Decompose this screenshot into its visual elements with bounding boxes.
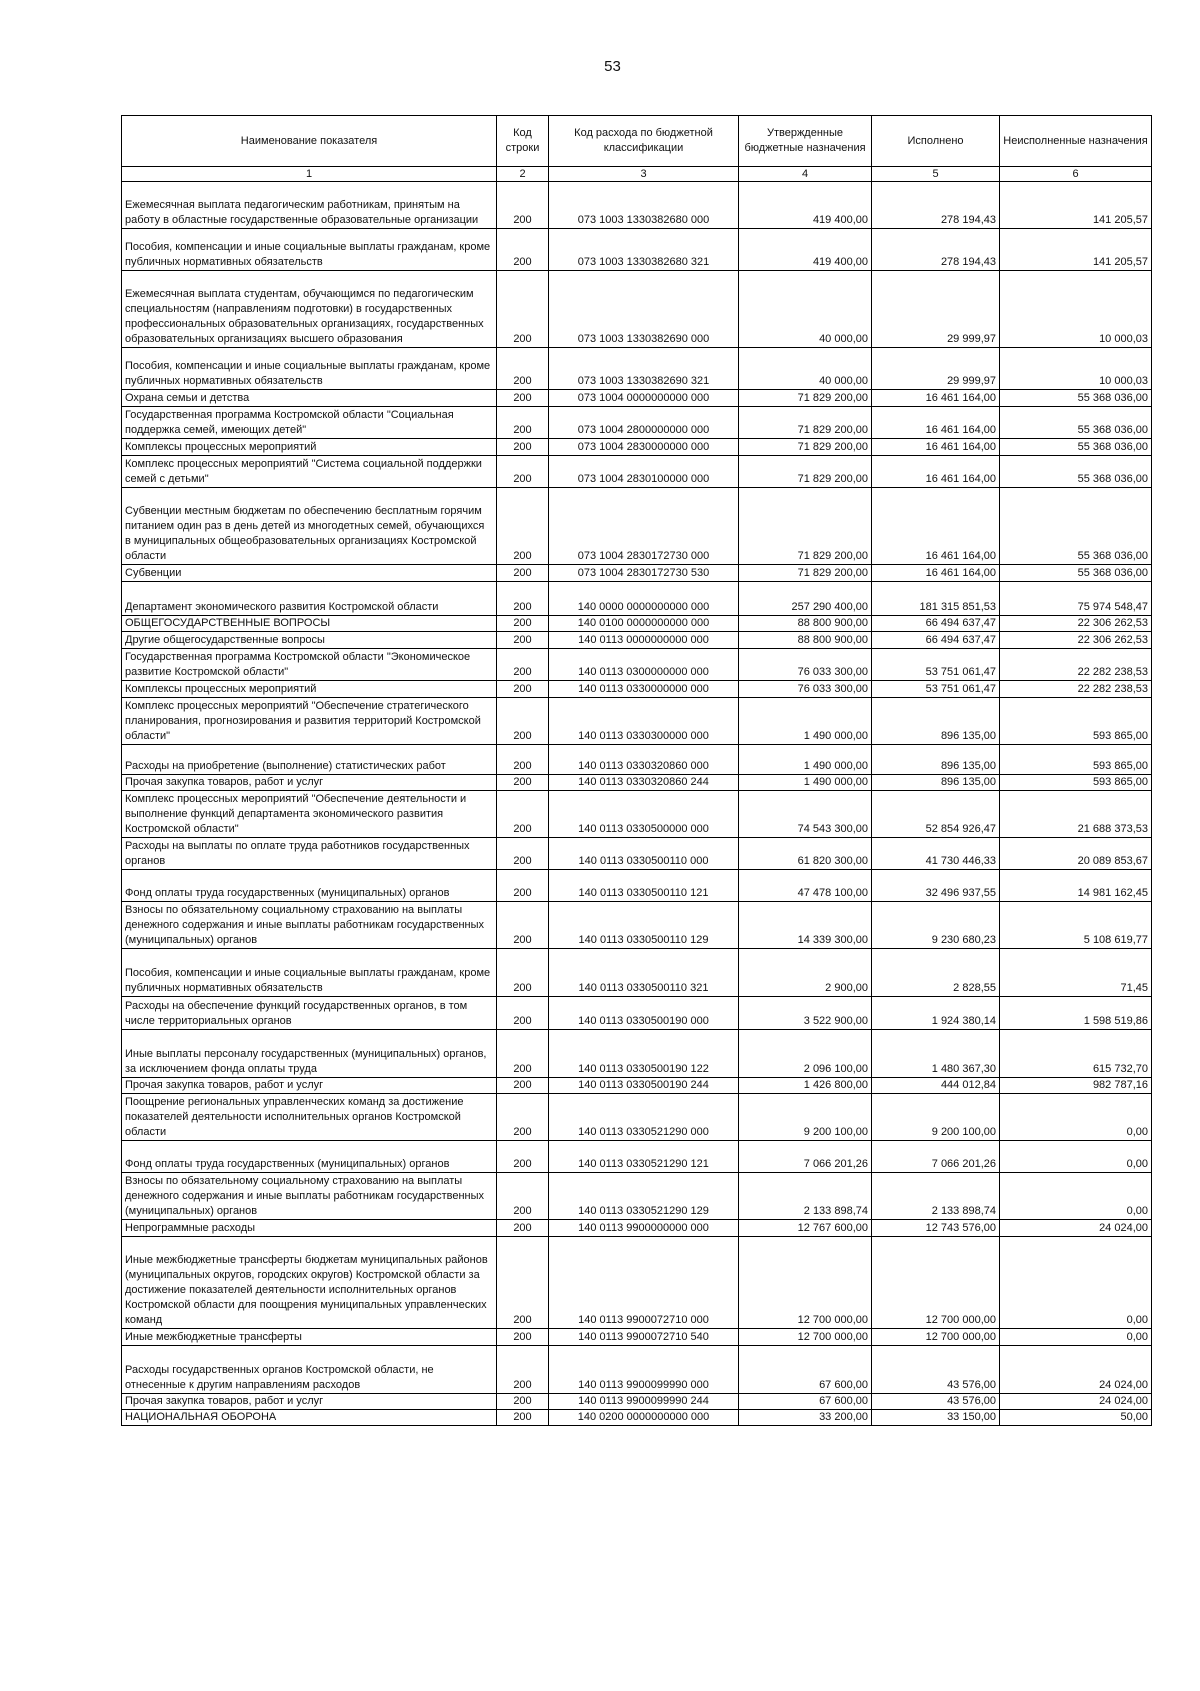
row-expense-code: 073 1004 2830100000 000 xyxy=(549,456,739,488)
row-approved: 33 200,00 xyxy=(739,1410,872,1426)
row-approved: 71 829 200,00 xyxy=(739,456,872,488)
row-executed: 1 480 367,30 xyxy=(872,1030,1000,1078)
row-approved: 1 490 000,00 xyxy=(739,775,872,791)
row-unexecuted: 22 282 238,53 xyxy=(1000,681,1152,698)
header-expense-code: Код расхода по бюджетной классификации xyxy=(549,116,739,167)
row-unexecuted: 5 108 619,77 xyxy=(1000,902,1152,949)
row-executed: 16 461 164,00 xyxy=(872,439,1000,456)
header-approved: Утвержденные бюджетные назначения xyxy=(739,116,872,167)
row-expense-code: 140 0113 9900099990 000 xyxy=(549,1346,739,1394)
row-expense-code: 140 0113 0330500110 129 xyxy=(549,902,739,949)
row-executed: 66 494 637,47 xyxy=(872,632,1000,649)
table-body xyxy=(122,182,1152,1426)
row-name: Пособия, компенсации и иные социальные выплаты гражданам, кроме публичных нормативных обязательств xyxy=(122,348,497,390)
row-name: Другие общегосударственные вопросы xyxy=(122,632,497,649)
row-unexecuted: 55 368 036,00 xyxy=(1000,456,1152,488)
table-row xyxy=(122,1346,1152,1394)
row-executed: 29 999,97 xyxy=(872,271,1000,348)
row-line-code: 200 xyxy=(497,182,549,229)
row-line-code: 200 xyxy=(497,390,549,407)
row-executed: 2 133 898,74 xyxy=(872,1173,1000,1220)
table-row xyxy=(122,348,1152,390)
table-row xyxy=(122,1329,1152,1346)
row-line-code: 200 xyxy=(497,902,549,949)
row-unexecuted: 14 981 162,45 xyxy=(1000,870,1152,902)
row-approved: 67 600,00 xyxy=(739,1346,872,1394)
table-row xyxy=(122,439,1152,456)
row-name: Государственная программа Костромской области "Экономическое развитие Костромской области" xyxy=(122,649,497,681)
row-unexecuted: 0,00 xyxy=(1000,1141,1152,1173)
row-executed: 32 496 937,55 xyxy=(872,870,1000,902)
row-line-code: 200 xyxy=(497,229,549,271)
row-name: Комплекс процессных мероприятий "Обеспечение стратегического планирования, прогнозирования и развития территорий Костромской области" xyxy=(122,698,497,745)
row-line-code: 200 xyxy=(497,1173,549,1220)
row-unexecuted: 55 368 036,00 xyxy=(1000,407,1152,439)
row-unexecuted: 22 306 262,53 xyxy=(1000,616,1152,632)
table-row xyxy=(122,838,1152,870)
row-approved: 61 820 300,00 xyxy=(739,838,872,870)
table-row xyxy=(122,1220,1152,1237)
row-executed: 12 700 000,00 xyxy=(872,1329,1000,1346)
column-number: 4 xyxy=(739,167,872,182)
row-unexecuted: 24 024,00 xyxy=(1000,1394,1152,1410)
row-executed: 9 230 680,23 xyxy=(872,902,1000,949)
column-number-row xyxy=(122,167,1152,182)
table-row xyxy=(122,407,1152,439)
row-unexecuted: 55 368 036,00 xyxy=(1000,565,1152,582)
row-line-code: 200 xyxy=(497,1410,549,1426)
table-row xyxy=(122,997,1152,1030)
header-executed: Исполнено xyxy=(872,116,1000,167)
row-executed: 896 135,00 xyxy=(872,745,1000,775)
row-unexecuted: 55 368 036,00 xyxy=(1000,390,1152,407)
row-executed: 43 576,00 xyxy=(872,1394,1000,1410)
budget-execution-table xyxy=(121,115,1152,1426)
row-executed: 7 066 201,26 xyxy=(872,1141,1000,1173)
row-unexecuted: 0,00 xyxy=(1000,1173,1152,1220)
column-number: 1 xyxy=(122,167,497,182)
table-row xyxy=(122,745,1152,775)
table-row xyxy=(122,902,1152,949)
row-line-code: 200 xyxy=(497,1030,549,1078)
row-unexecuted: 0,00 xyxy=(1000,1329,1152,1346)
table-row xyxy=(122,182,1152,229)
row-executed: 16 461 164,00 xyxy=(872,565,1000,582)
row-name: Расходы государственных органов Костромской области, не отнесенные к другим направлениям расходов xyxy=(122,1346,497,1394)
row-name: Комплекс процессных мероприятий "Обеспечение деятельности и выполнение функций департамента экономического развития Костромской области" xyxy=(122,791,497,838)
row-name: Иные межбюджетные трансферты xyxy=(122,1329,497,1346)
row-approved: 1 426 800,00 xyxy=(739,1078,872,1094)
header-line-code: Код строки xyxy=(497,116,549,167)
row-name: Комплекс процессных мероприятий "Система социальной поддержки семей с детьми" xyxy=(122,456,497,488)
row-name: Прочая закупка товаров, работ и услуг xyxy=(122,1394,497,1410)
row-unexecuted: 71,45 xyxy=(1000,949,1152,997)
row-unexecuted: 593 865,00 xyxy=(1000,698,1152,745)
row-name: Департамент экономического развития Костромской области xyxy=(122,582,497,616)
row-executed: 181 315 851,53 xyxy=(872,582,1000,616)
row-expense-code: 140 0113 9900072710 540 xyxy=(549,1329,739,1346)
row-executed: 41 730 446,33 xyxy=(872,838,1000,870)
row-unexecuted: 0,00 xyxy=(1000,1094,1152,1141)
row-expense-code: 073 1004 0000000000 000 xyxy=(549,390,739,407)
row-name: Субвенции местным бюджетам по обеспечению бесплатным горячим питанием один раз в день детей из многодетных семей, обучающихся в муниципальных общеобразовательных организациях Костромской области xyxy=(122,488,497,565)
row-name: Пособия, компенсации и иные социальные выплаты гражданам, кроме публичных нормативных обязательств xyxy=(122,949,497,997)
row-expense-code: 140 0113 0330500190 122 xyxy=(549,1030,739,1078)
row-executed: 16 461 164,00 xyxy=(872,456,1000,488)
table-row xyxy=(122,1394,1152,1410)
row-name: Расходы на приобретение (выполнение) статистических работ xyxy=(122,745,497,775)
row-expense-code: 140 0113 9900099990 244 xyxy=(549,1394,739,1410)
row-unexecuted: 21 688 373,53 xyxy=(1000,791,1152,838)
row-name: Фонд оплаты труда государственных (муниципальных) органов xyxy=(122,870,497,902)
row-expense-code: 073 1003 1330382680 000 xyxy=(549,182,739,229)
header-unexecuted: Неисполненные назначения xyxy=(1000,116,1152,167)
row-name: Расходы на обеспечение функций государственных органов, в том числе территориальных органов xyxy=(122,997,497,1030)
row-approved: 40 000,00 xyxy=(739,348,872,390)
row-name: ОБЩЕГОСУДАРСТВЕННЫЕ ВОПРОСЫ xyxy=(122,616,497,632)
row-executed: 2 828,55 xyxy=(872,949,1000,997)
row-unexecuted: 55 368 036,00 xyxy=(1000,439,1152,456)
row-line-code: 200 xyxy=(497,1094,549,1141)
row-name: Комплексы процессных мероприятий xyxy=(122,681,497,698)
row-expense-code: 140 0100 0000000000 000 xyxy=(549,616,739,632)
row-approved: 7 066 201,26 xyxy=(739,1141,872,1173)
row-line-code: 200 xyxy=(497,1346,549,1394)
row-expense-code: 140 0113 0000000000 000 xyxy=(549,632,739,649)
row-executed: 16 461 164,00 xyxy=(872,488,1000,565)
row-line-code: 200 xyxy=(497,997,549,1030)
row-approved: 1 490 000,00 xyxy=(739,745,872,775)
table-row xyxy=(122,1173,1152,1220)
table-row xyxy=(122,488,1152,565)
row-approved: 74 543 300,00 xyxy=(739,791,872,838)
row-unexecuted: 50,00 xyxy=(1000,1410,1152,1426)
row-approved: 12 700 000,00 xyxy=(739,1329,872,1346)
row-line-code: 200 xyxy=(497,582,549,616)
table-row xyxy=(122,616,1152,632)
row-expense-code: 073 1004 2830000000 000 xyxy=(549,439,739,456)
table-row xyxy=(122,681,1152,698)
row-line-code: 200 xyxy=(497,632,549,649)
row-unexecuted: 982 787,16 xyxy=(1000,1078,1152,1094)
row-expense-code: 073 1003 1330382690 321 xyxy=(549,348,739,390)
row-expense-code: 140 0113 0330521290 000 xyxy=(549,1094,739,1141)
row-name: Непрограммные расходы xyxy=(122,1220,497,1237)
row-approved: 67 600,00 xyxy=(739,1394,872,1410)
row-executed: 52 854 926,47 xyxy=(872,791,1000,838)
row-line-code: 200 xyxy=(497,1141,549,1173)
row-expense-code: 140 0113 0330500190 244 xyxy=(549,1078,739,1094)
row-approved: 419 400,00 xyxy=(739,182,872,229)
row-approved: 88 800 900,00 xyxy=(739,616,872,632)
row-expense-code: 140 0113 0330500110 121 xyxy=(549,870,739,902)
row-approved: 71 829 200,00 xyxy=(739,488,872,565)
table-row xyxy=(122,791,1152,838)
row-unexecuted: 24 024,00 xyxy=(1000,1220,1152,1237)
row-line-code: 200 xyxy=(497,775,549,791)
row-unexecuted: 615 732,70 xyxy=(1000,1030,1152,1078)
table-row xyxy=(122,649,1152,681)
row-expense-code: 140 0113 0330300000 000 xyxy=(549,698,739,745)
row-approved: 40 000,00 xyxy=(739,271,872,348)
row-unexecuted: 141 205,57 xyxy=(1000,182,1152,229)
row-expense-code: 140 0113 9900000000 000 xyxy=(549,1220,739,1237)
header-indicator-name: Наименование показателя xyxy=(122,116,497,167)
row-expense-code: 140 0113 0330000000 000 xyxy=(549,681,739,698)
row-approved: 47 478 100,00 xyxy=(739,870,872,902)
row-unexecuted: 10 000,03 xyxy=(1000,348,1152,390)
row-executed: 1 924 380,14 xyxy=(872,997,1000,1030)
row-line-code: 200 xyxy=(497,1237,549,1329)
row-name: Взносы по обязательному социальному страхованию на выплаты денежного содержания и иные выплаты работникам государственных (муниципальных) органов xyxy=(122,902,497,949)
table-header-row xyxy=(122,116,1152,167)
table-row xyxy=(122,698,1152,745)
table-row xyxy=(122,1141,1152,1173)
row-line-code: 200 xyxy=(497,745,549,775)
row-expense-code: 140 0113 0330500110 000 xyxy=(549,838,739,870)
row-expense-code: 073 1004 2830172730 530 xyxy=(549,565,739,582)
row-name: Прочая закупка товаров, работ и услуг xyxy=(122,775,497,791)
table-row xyxy=(122,1410,1152,1426)
row-approved: 12 767 600,00 xyxy=(739,1220,872,1237)
row-approved: 12 700 000,00 xyxy=(739,1237,872,1329)
row-approved: 2 133 898,74 xyxy=(739,1173,872,1220)
row-expense-code: 140 0000 0000000000 000 xyxy=(549,582,739,616)
row-executed: 9 200 100,00 xyxy=(872,1094,1000,1141)
row-name: Иные межбюджетные трансферты бюджетам муниципальных районов (муниципальных округов, городских округов) Костромской области за достижение показателей деятельности исполнительных органов Костромской области для поощрения муниципальных управленческих команд xyxy=(122,1237,497,1329)
table-row xyxy=(122,949,1152,997)
row-executed: 12 700 000,00 xyxy=(872,1237,1000,1329)
row-approved: 257 290 400,00 xyxy=(739,582,872,616)
row-name: Охрана семьи и детства xyxy=(122,390,497,407)
row-approved: 71 829 200,00 xyxy=(739,407,872,439)
row-name: Взносы по обязательному социальному страхованию на выплаты денежного содержания и иные выплаты работникам государственных (муниципальных) органов xyxy=(122,1173,497,1220)
row-unexecuted: 0,00 xyxy=(1000,1237,1152,1329)
row-expense-code: 140 0113 0330320860 244 xyxy=(549,775,739,791)
row-executed: 29 999,97 xyxy=(872,348,1000,390)
table-row xyxy=(122,271,1152,348)
row-unexecuted: 22 282 238,53 xyxy=(1000,649,1152,681)
row-expense-code: 140 0113 0330500110 321 xyxy=(549,949,739,997)
row-executed: 53 751 061,47 xyxy=(872,649,1000,681)
row-approved: 2 900,00 xyxy=(739,949,872,997)
row-name: Расходы на выплаты по оплате труда работников государственных органов xyxy=(122,838,497,870)
row-executed: 16 461 164,00 xyxy=(872,390,1000,407)
row-executed: 896 135,00 xyxy=(872,698,1000,745)
row-executed: 444 012,84 xyxy=(872,1078,1000,1094)
row-line-code: 200 xyxy=(497,698,549,745)
row-executed: 278 194,43 xyxy=(872,182,1000,229)
row-approved: 1 490 000,00 xyxy=(739,698,872,745)
row-approved: 76 033 300,00 xyxy=(739,649,872,681)
row-expense-code: 140 0113 0330521290 129 xyxy=(549,1173,739,1220)
row-unexecuted: 1 598 519,86 xyxy=(1000,997,1152,1030)
row-unexecuted: 75 974 548,47 xyxy=(1000,582,1152,616)
row-line-code: 200 xyxy=(497,949,549,997)
row-line-code: 200 xyxy=(497,681,549,698)
row-approved: 419 400,00 xyxy=(739,229,872,271)
row-name: Фонд оплаты труда государственных (муниципальных) органов xyxy=(122,1141,497,1173)
row-unexecuted: 24 024,00 xyxy=(1000,1346,1152,1394)
row-name: Иные выплаты персоналу государственных (муниципальных) органов, за исключением фонда оплаты труда xyxy=(122,1030,497,1078)
row-expense-code: 140 0113 9900072710 000 xyxy=(549,1237,739,1329)
row-line-code: 200 xyxy=(497,870,549,902)
row-unexecuted: 593 865,00 xyxy=(1000,745,1152,775)
row-name: Прочая закупка товаров, работ и услуг xyxy=(122,1078,497,1094)
row-line-code: 200 xyxy=(497,1329,549,1346)
row-expense-code: 140 0200 0000000000 000 xyxy=(549,1410,739,1426)
table-row xyxy=(122,456,1152,488)
row-expense-code: 140 0113 0330320860 000 xyxy=(549,745,739,775)
row-executed: 33 150,00 xyxy=(872,1410,1000,1426)
table-row xyxy=(122,1078,1152,1094)
row-expense-code: 073 1003 1330382690 000 xyxy=(549,271,739,348)
row-name: Государственная программа Костромской области "Социальная поддержка семей, имеющих детей" xyxy=(122,407,497,439)
row-expense-code: 073 1004 2830172730 000 xyxy=(549,488,739,565)
table-row xyxy=(122,390,1152,407)
row-executed: 12 743 576,00 xyxy=(872,1220,1000,1237)
table-row xyxy=(122,632,1152,649)
row-name: Ежемесячная выплата студентам, обучающимся по педагогическим специальностям (направлениям подготовки) в государственных профессиональных образовательных организациях, государственных образовательных организациях высшего образования xyxy=(122,271,497,348)
table-row xyxy=(122,1094,1152,1141)
row-executed: 896 135,00 xyxy=(872,775,1000,791)
row-approved: 14 339 300,00 xyxy=(739,902,872,949)
row-approved: 3 522 900,00 xyxy=(739,997,872,1030)
row-approved: 71 829 200,00 xyxy=(739,390,872,407)
row-line-code: 200 xyxy=(497,456,549,488)
table-row xyxy=(122,1237,1152,1329)
row-expense-code: 073 1003 1330382680 321 xyxy=(549,229,739,271)
row-approved: 76 033 300,00 xyxy=(739,681,872,698)
table-row xyxy=(122,582,1152,616)
table-row xyxy=(122,870,1152,902)
row-line-code: 200 xyxy=(497,439,549,456)
row-expense-code: 073 1004 2800000000 000 xyxy=(549,407,739,439)
row-executed: 278 194,43 xyxy=(872,229,1000,271)
row-line-code: 200 xyxy=(497,1220,549,1237)
row-line-code: 200 xyxy=(497,488,549,565)
row-unexecuted: 141 205,57 xyxy=(1000,229,1152,271)
row-executed: 53 751 061,47 xyxy=(872,681,1000,698)
column-number: 3 xyxy=(549,167,739,182)
row-line-code: 200 xyxy=(497,565,549,582)
row-line-code: 200 xyxy=(497,1394,549,1410)
row-line-code: 200 xyxy=(497,348,549,390)
row-expense-code: 140 0113 0330500000 000 xyxy=(549,791,739,838)
row-unexecuted: 20 089 853,67 xyxy=(1000,838,1152,870)
row-executed: 16 461 164,00 xyxy=(872,407,1000,439)
page-number: 53 xyxy=(604,58,621,75)
row-name: Ежемесячная выплата педагогическим работникам, принятым на работу в областные государственные образовательные организации xyxy=(122,182,497,229)
row-expense-code: 140 0113 0330521290 121 xyxy=(549,1141,739,1173)
row-name: НАЦИОНАЛЬНАЯ ОБОРОНА xyxy=(122,1410,497,1426)
row-line-code: 200 xyxy=(497,1078,549,1094)
row-executed: 66 494 637,47 xyxy=(872,616,1000,632)
row-approved: 9 200 100,00 xyxy=(739,1094,872,1141)
row-unexecuted: 593 865,00 xyxy=(1000,775,1152,791)
row-approved: 71 829 200,00 xyxy=(739,565,872,582)
row-line-code: 200 xyxy=(497,838,549,870)
row-unexecuted: 55 368 036,00 xyxy=(1000,488,1152,565)
table-row xyxy=(122,775,1152,791)
row-unexecuted: 10 000,03 xyxy=(1000,271,1152,348)
row-line-code: 200 xyxy=(497,271,549,348)
column-number: 6 xyxy=(1000,167,1152,182)
row-line-code: 200 xyxy=(497,649,549,681)
row-expense-code: 140 0113 0330500190 000 xyxy=(549,997,739,1030)
row-approved: 71 829 200,00 xyxy=(739,439,872,456)
row-expense-code: 140 0113 0300000000 000 xyxy=(549,649,739,681)
column-number: 2 xyxy=(497,167,549,182)
table-row xyxy=(122,1030,1152,1078)
row-approved: 2 096 100,00 xyxy=(739,1030,872,1078)
row-line-code: 200 xyxy=(497,791,549,838)
row-name: Пособия, компенсации и иные социальные выплаты гражданам, кроме публичных нормативных обязательств xyxy=(122,229,497,271)
row-line-code: 200 xyxy=(497,616,549,632)
row-name: Субвенции xyxy=(122,565,497,582)
row-approved: 88 800 900,00 xyxy=(739,632,872,649)
row-name: Комплексы процессных мероприятий xyxy=(122,439,497,456)
row-executed: 43 576,00 xyxy=(872,1346,1000,1394)
column-number: 5 xyxy=(872,167,1000,182)
row-unexecuted: 22 306 262,53 xyxy=(1000,632,1152,649)
table-row xyxy=(122,565,1152,582)
row-line-code: 200 xyxy=(497,407,549,439)
table-row xyxy=(122,229,1152,271)
row-name: Поощрение региональных управленческих команд за достижение показателей деятельности исполнительных органов Костромской области xyxy=(122,1094,497,1141)
